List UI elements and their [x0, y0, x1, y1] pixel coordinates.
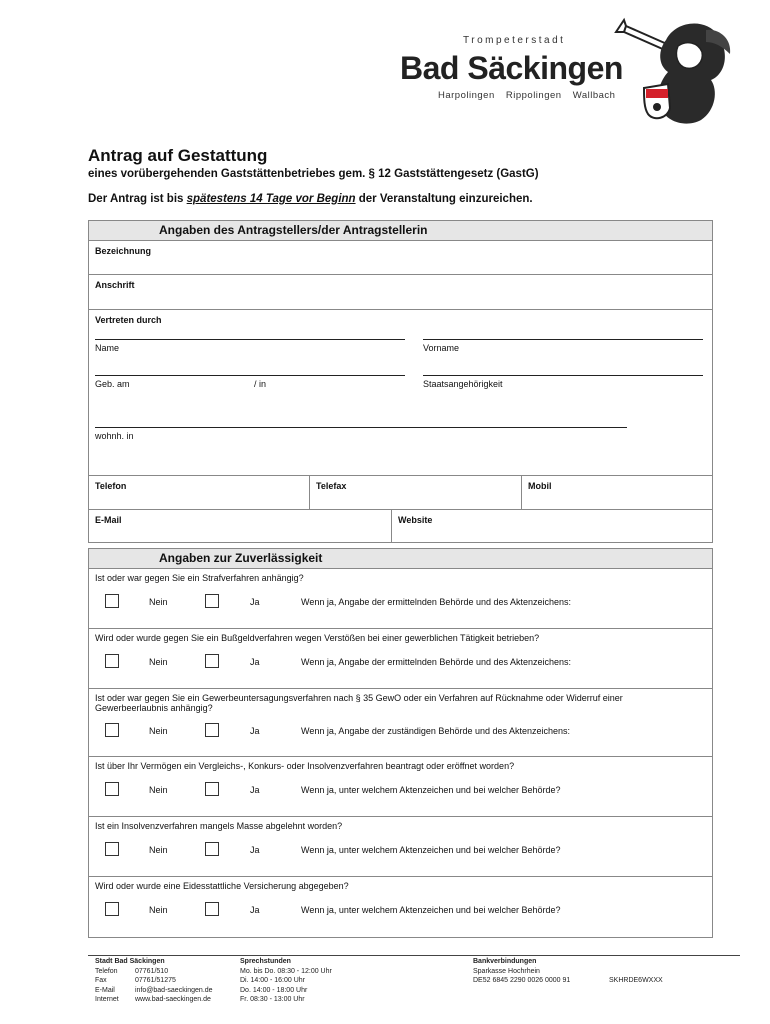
footer-org-value: www.bad-saeckingen.de [135, 996, 211, 1003]
logo-districts [438, 90, 623, 101]
footer-org-rows [95, 967, 235, 1005]
footer-bank-title: Bankverbindungen [473, 958, 537, 965]
followup-text: Wenn ja, unter welchem Aktenzeichen und bei welcher Behörde? [301, 845, 561, 855]
no-label: Nein [149, 845, 168, 855]
contact-row [89, 476, 712, 510]
question-text: Wird oder wurde eine Eidesstattliche Versicherung abgegeben? [95, 881, 349, 891]
footer-org-value: 07761/510 [135, 967, 169, 975]
followup-text: Wenn ja, Angabe der ermittelnden Behörde und des Aktenzeichens: [301, 657, 572, 667]
notice-after: der Veranstaltung einzureichen. [355, 193, 533, 205]
vertreten-block [89, 310, 712, 476]
followup-text: Wenn ja, unter welchem Aktenzeichen und bei welcher Behörde? [301, 905, 561, 915]
footer-hours-title: Sprechstunden [240, 958, 291, 965]
deadline-notice [88, 193, 533, 205]
footer-org-key: Telefon [95, 967, 118, 975]
no-checkbox[interactable] [105, 654, 119, 668]
hours-row: Do. 14:00 - 18:00 Uhr [240, 986, 308, 994]
website-label: Website [398, 515, 433, 525]
wohnh-line[interactable] [95, 427, 627, 428]
footer-org-value: info@bad-saeckingen.de [135, 986, 213, 994]
bank-iban: DE52 6845 2290 0026 0000 91 [473, 977, 571, 984]
vorname-label: Vorname [423, 343, 460, 353]
question-text-cont: Gewerbeerlaubnis anhängig? [95, 703, 213, 713]
logo-tagline: Trompeterstadt [463, 35, 566, 46]
hours-row: Di. 14:00 - 16:00 Uhr [240, 977, 305, 984]
question-text: Ist oder war gegen Sie ein Strafverfahren anhängig? [95, 573, 304, 583]
footer-org-value: 07761/51275 [135, 977, 176, 984]
telefon-label: Telefon [95, 481, 127, 491]
divider [309, 476, 310, 509]
followup-text: Wenn ja, unter welchem Aktenzeichen und bei welcher Behörde? [301, 785, 561, 795]
question-row [89, 569, 712, 629]
hours-row: Fr. 08:30 - 13:00 Uhr [240, 996, 305, 1003]
footer-org-key: Fax [95, 977, 107, 984]
mobil-label: Mobil [528, 481, 552, 491]
hours-row: Mo. bis Do. 08:30 - 12:00 Uhr [240, 967, 332, 975]
bank-details [473, 976, 723, 986]
yes-checkbox[interactable] [205, 842, 219, 856]
geb-line[interactable] [95, 375, 405, 376]
wohnh-label: wohnh. in [95, 431, 134, 441]
in-label: / in [254, 379, 267, 389]
footer-hours [240, 957, 400, 1005]
telefax-label: Telefax [316, 481, 347, 491]
vorname-line[interactable] [423, 339, 703, 340]
question-list [89, 569, 712, 934]
followup-text: Wenn ja, Angabe der ermittelnden Behörde und des Aktenzeichens: [301, 597, 572, 607]
footer-org-row [95, 986, 235, 996]
yes-label: Ja [250, 726, 260, 736]
question-text: Ist oder war gegen Sie ein Gewerbeuntersagungsverfahren nach § 35 GewO oder ein Verfahren auf Rücknahme oder Widerruf einer [95, 693, 623, 703]
question-text: Wird oder wurde gegen Sie ein Bußgeldverfahren wegen Verstößen bei einer gewerblichen Tätigkeit betrieben? [95, 633, 540, 643]
footer-org-key: Internet [95, 996, 119, 1003]
logo-name: Bad Säckingen [400, 50, 623, 86]
no-label: Nein [149, 726, 168, 736]
applicant-section [88, 220, 713, 543]
trumpeter-emblem-icon [606, 10, 736, 130]
question-row [89, 817, 712, 877]
geb-label: Geb. am [95, 379, 130, 389]
footer-org [95, 957, 235, 1005]
question-row [89, 629, 712, 689]
yes-checkbox[interactable] [205, 654, 219, 668]
page-subtitle: eines vorübergehenden Gaststättenbetriebes gem. § 12 Gaststättengesetz (GastG) [88, 168, 539, 180]
no-checkbox[interactable] [105, 842, 119, 856]
question-text: Ist über Ihr Vermögen ein Vergleichs-, Konkurs- oder Insolvenzverfahren beantragt oder eröffnet worden? [95, 761, 515, 771]
district-2: Rippolingen [505, 90, 562, 101]
no-checkbox[interactable] [105, 723, 119, 737]
followup-text: Wenn ja, Angabe der zuständigen Behörde und des Aktenzeichens: [301, 726, 571, 736]
applicant-section-header: Angaben des Antragstellers/der Antragstellerin [89, 221, 712, 241]
staatsangehoerigkeit-label: Staatsangehörigkeit [423, 379, 503, 389]
bank-name: Sparkasse Hochrhein [473, 967, 540, 975]
email-label: E-Mail [95, 515, 122, 525]
anschrift-field[interactable] [89, 275, 712, 310]
notice-emphasis: spätestens 14 Tage vor Beginn [186, 193, 356, 205]
no-label: Nein [149, 597, 168, 607]
reliability-section-header: Angaben zur Zuverlässigkeit [89, 549, 712, 569]
footer-org-key: E-Mail [95, 986, 115, 994]
district-3: Wallbach [572, 90, 616, 101]
no-label: Nein [149, 785, 168, 795]
footer-org-row [95, 976, 235, 986]
yes-label: Ja [250, 597, 260, 607]
yes-checkbox[interactable] [205, 594, 219, 608]
footer-org-row [95, 967, 235, 977]
question-row [89, 757, 712, 817]
bezeichnung-label: Bezeichnung [95, 246, 152, 256]
district-1: Harpolingen [438, 90, 495, 101]
bank-bic: SKHRDE6WXXX [609, 977, 663, 984]
divider [521, 476, 522, 509]
divider [391, 510, 392, 542]
yes-checkbox[interactable] [205, 782, 219, 796]
yes-label: Ja [250, 657, 260, 667]
name-label: Name [95, 343, 120, 353]
yes-label: Ja [250, 905, 260, 915]
question-row [89, 689, 712, 757]
no-label: Nein [149, 905, 168, 915]
yes-label: Ja [250, 785, 260, 795]
bezeichnung-field[interactable] [89, 241, 712, 275]
yes-checkbox[interactable] [205, 902, 219, 916]
email-row [89, 510, 712, 542]
page-title: Antrag auf Gestattung [88, 146, 268, 165]
no-checkbox[interactable] [105, 782, 119, 796]
no-label: Nein [149, 657, 168, 667]
no-checkbox[interactable] [105, 902, 119, 916]
notice-before: Der Antrag ist bis [88, 193, 187, 205]
vertreten-label: Vertreten durch [95, 315, 162, 325]
yes-label: Ja [250, 845, 260, 855]
name-line[interactable] [95, 339, 405, 340]
footer-org-title: Stadt Bad Säckingen [95, 958, 165, 965]
question-text: Ist ein Insolvenzverfahren mangels Masse abgelehnt worden? [95, 821, 343, 831]
no-checkbox[interactable] [105, 594, 119, 608]
reliability-section [88, 548, 713, 938]
question-row [89, 877, 712, 934]
yes-checkbox[interactable] [205, 723, 219, 737]
staatsangehoerigkeit-line[interactable] [423, 375, 703, 376]
footer-org-row [95, 995, 235, 1005]
anschrift-label: Anschrift [95, 280, 135, 290]
footer-divider [88, 955, 740, 956]
footer-bank [473, 957, 723, 986]
